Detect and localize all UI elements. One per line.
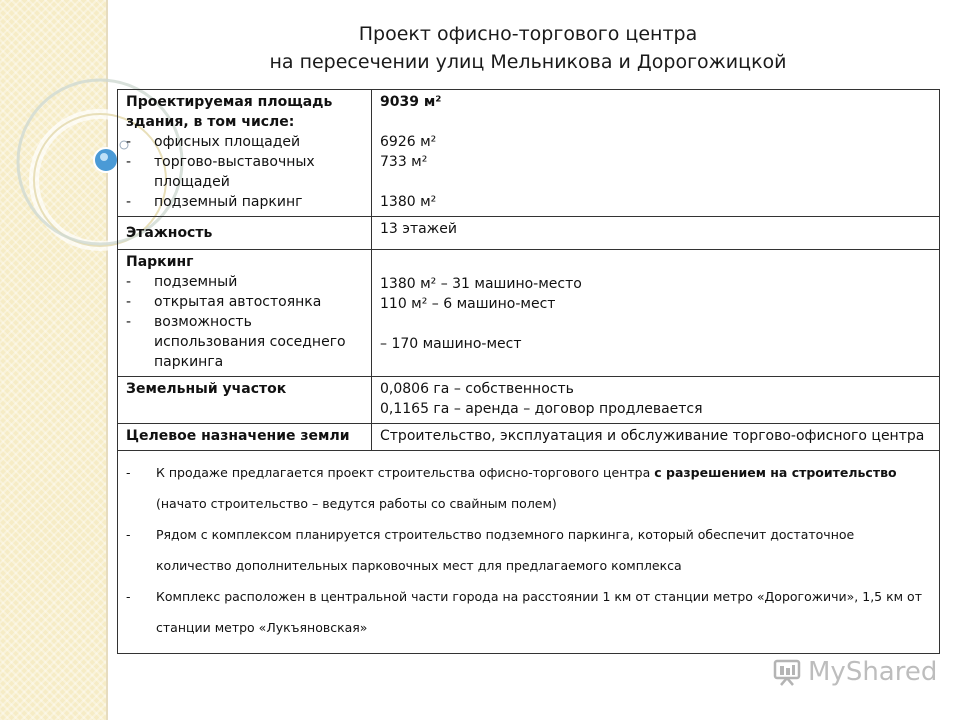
watermark	[772, 657, 937, 687]
spec-table	[117, 89, 940, 654]
floors-label: Этажность	[126, 225, 213, 241]
area-value-cell	[372, 90, 940, 217]
parking-value-neighbor: – 170 машино-мест	[380, 336, 522, 352]
note-sale-permit: с разрешением на строительство	[654, 465, 897, 480]
row-land	[118, 377, 940, 424]
parking-items	[126, 272, 363, 372]
decorative-left-band	[0, 0, 108, 720]
title-line-2: на пересечении улиц Мельникова и Дорогожицкой	[269, 51, 787, 73]
purpose-label: Целевое назначение земли	[126, 428, 350, 444]
parking-value-cell	[372, 250, 940, 377]
row-notes	[118, 451, 940, 654]
parking-value-underground: 1380 м² – 31 машино-место	[380, 276, 582, 292]
floors-value-cell	[372, 217, 940, 250]
page-title	[118, 20, 938, 76]
row-floors	[118, 217, 940, 250]
parking-item-neighbor: - возможность использования соседнего паркинга	[126, 312, 363, 372]
land-value-owned: 0,0806 га – собственность	[380, 381, 574, 397]
land-label: Земельный участок	[126, 381, 287, 397]
area-value-retail: 733 м²	[380, 154, 428, 170]
parking-value-open: 110 м² – 6 машино-мест	[380, 296, 556, 312]
floors-label-cell	[118, 217, 372, 250]
area-label-cell	[118, 90, 372, 217]
notes-cell	[118, 451, 940, 654]
presentation-logo-icon	[772, 657, 802, 687]
note-sale-text-1: К продаже предлагается проект строительства офисно-торгового центра	[156, 465, 655, 480]
notes-list	[126, 457, 931, 643]
purpose-value-cell	[372, 424, 940, 451]
note-parking-plan: - Рядом с комплексом планируется строительство подземного паркинга, который обеспечит достаточное количество дополнительных парковочных мест для предлагаемого комплекса	[126, 519, 931, 581]
area-item-retail: - торгово-выставочных площадей	[126, 152, 363, 192]
area-item-parking: - подземный паркинг	[126, 192, 363, 212]
note-location: - Комплекс расположен в центральной части города на расстоянии 1 км от станции метро «Дорогожичи», 1,5 км от станции метро «Лукъяновская»	[126, 581, 931, 643]
parking-item-underground: - подземный	[126, 272, 363, 292]
area-label-line2: здания, в том числе:	[126, 114, 295, 130]
purpose-value: Строительство, эксплуатация и обслуживание торгово-офисного центра	[380, 428, 925, 444]
parking-item-open: - открытая автостоянка	[126, 292, 363, 312]
purpose-label-cell	[118, 424, 372, 451]
land-label-cell	[118, 377, 372, 424]
parking-label-cell	[118, 250, 372, 377]
area-label-line1: Проектируемая площадь	[126, 94, 333, 110]
row-parking	[118, 250, 940, 377]
title-line-1: Проект офисно-торгового центра	[358, 23, 698, 45]
watermark-text: MyShared	[808, 657, 938, 687]
area-value-office: 6926 м²	[380, 134, 437, 150]
land-value-lease: 0,1165 га – аренда – договор продлевается	[380, 401, 703, 417]
area-item-office: - офисных площадей	[126, 132, 363, 152]
note-sale	[126, 457, 931, 519]
row-area	[118, 90, 940, 217]
band-divider	[106, 0, 108, 720]
area-total: 9039 м²	[380, 94, 442, 110]
row-purpose	[118, 424, 940, 451]
land-value-cell	[372, 377, 940, 424]
area-value-parking: 1380 м²	[380, 194, 437, 210]
area-items	[126, 132, 363, 212]
floors-value: 13 этажей	[380, 221, 458, 237]
note-sale-text-2: (начато строительство – ведутся работы со свайным полем)	[156, 496, 557, 511]
parking-label: Паркинг	[126, 254, 194, 270]
